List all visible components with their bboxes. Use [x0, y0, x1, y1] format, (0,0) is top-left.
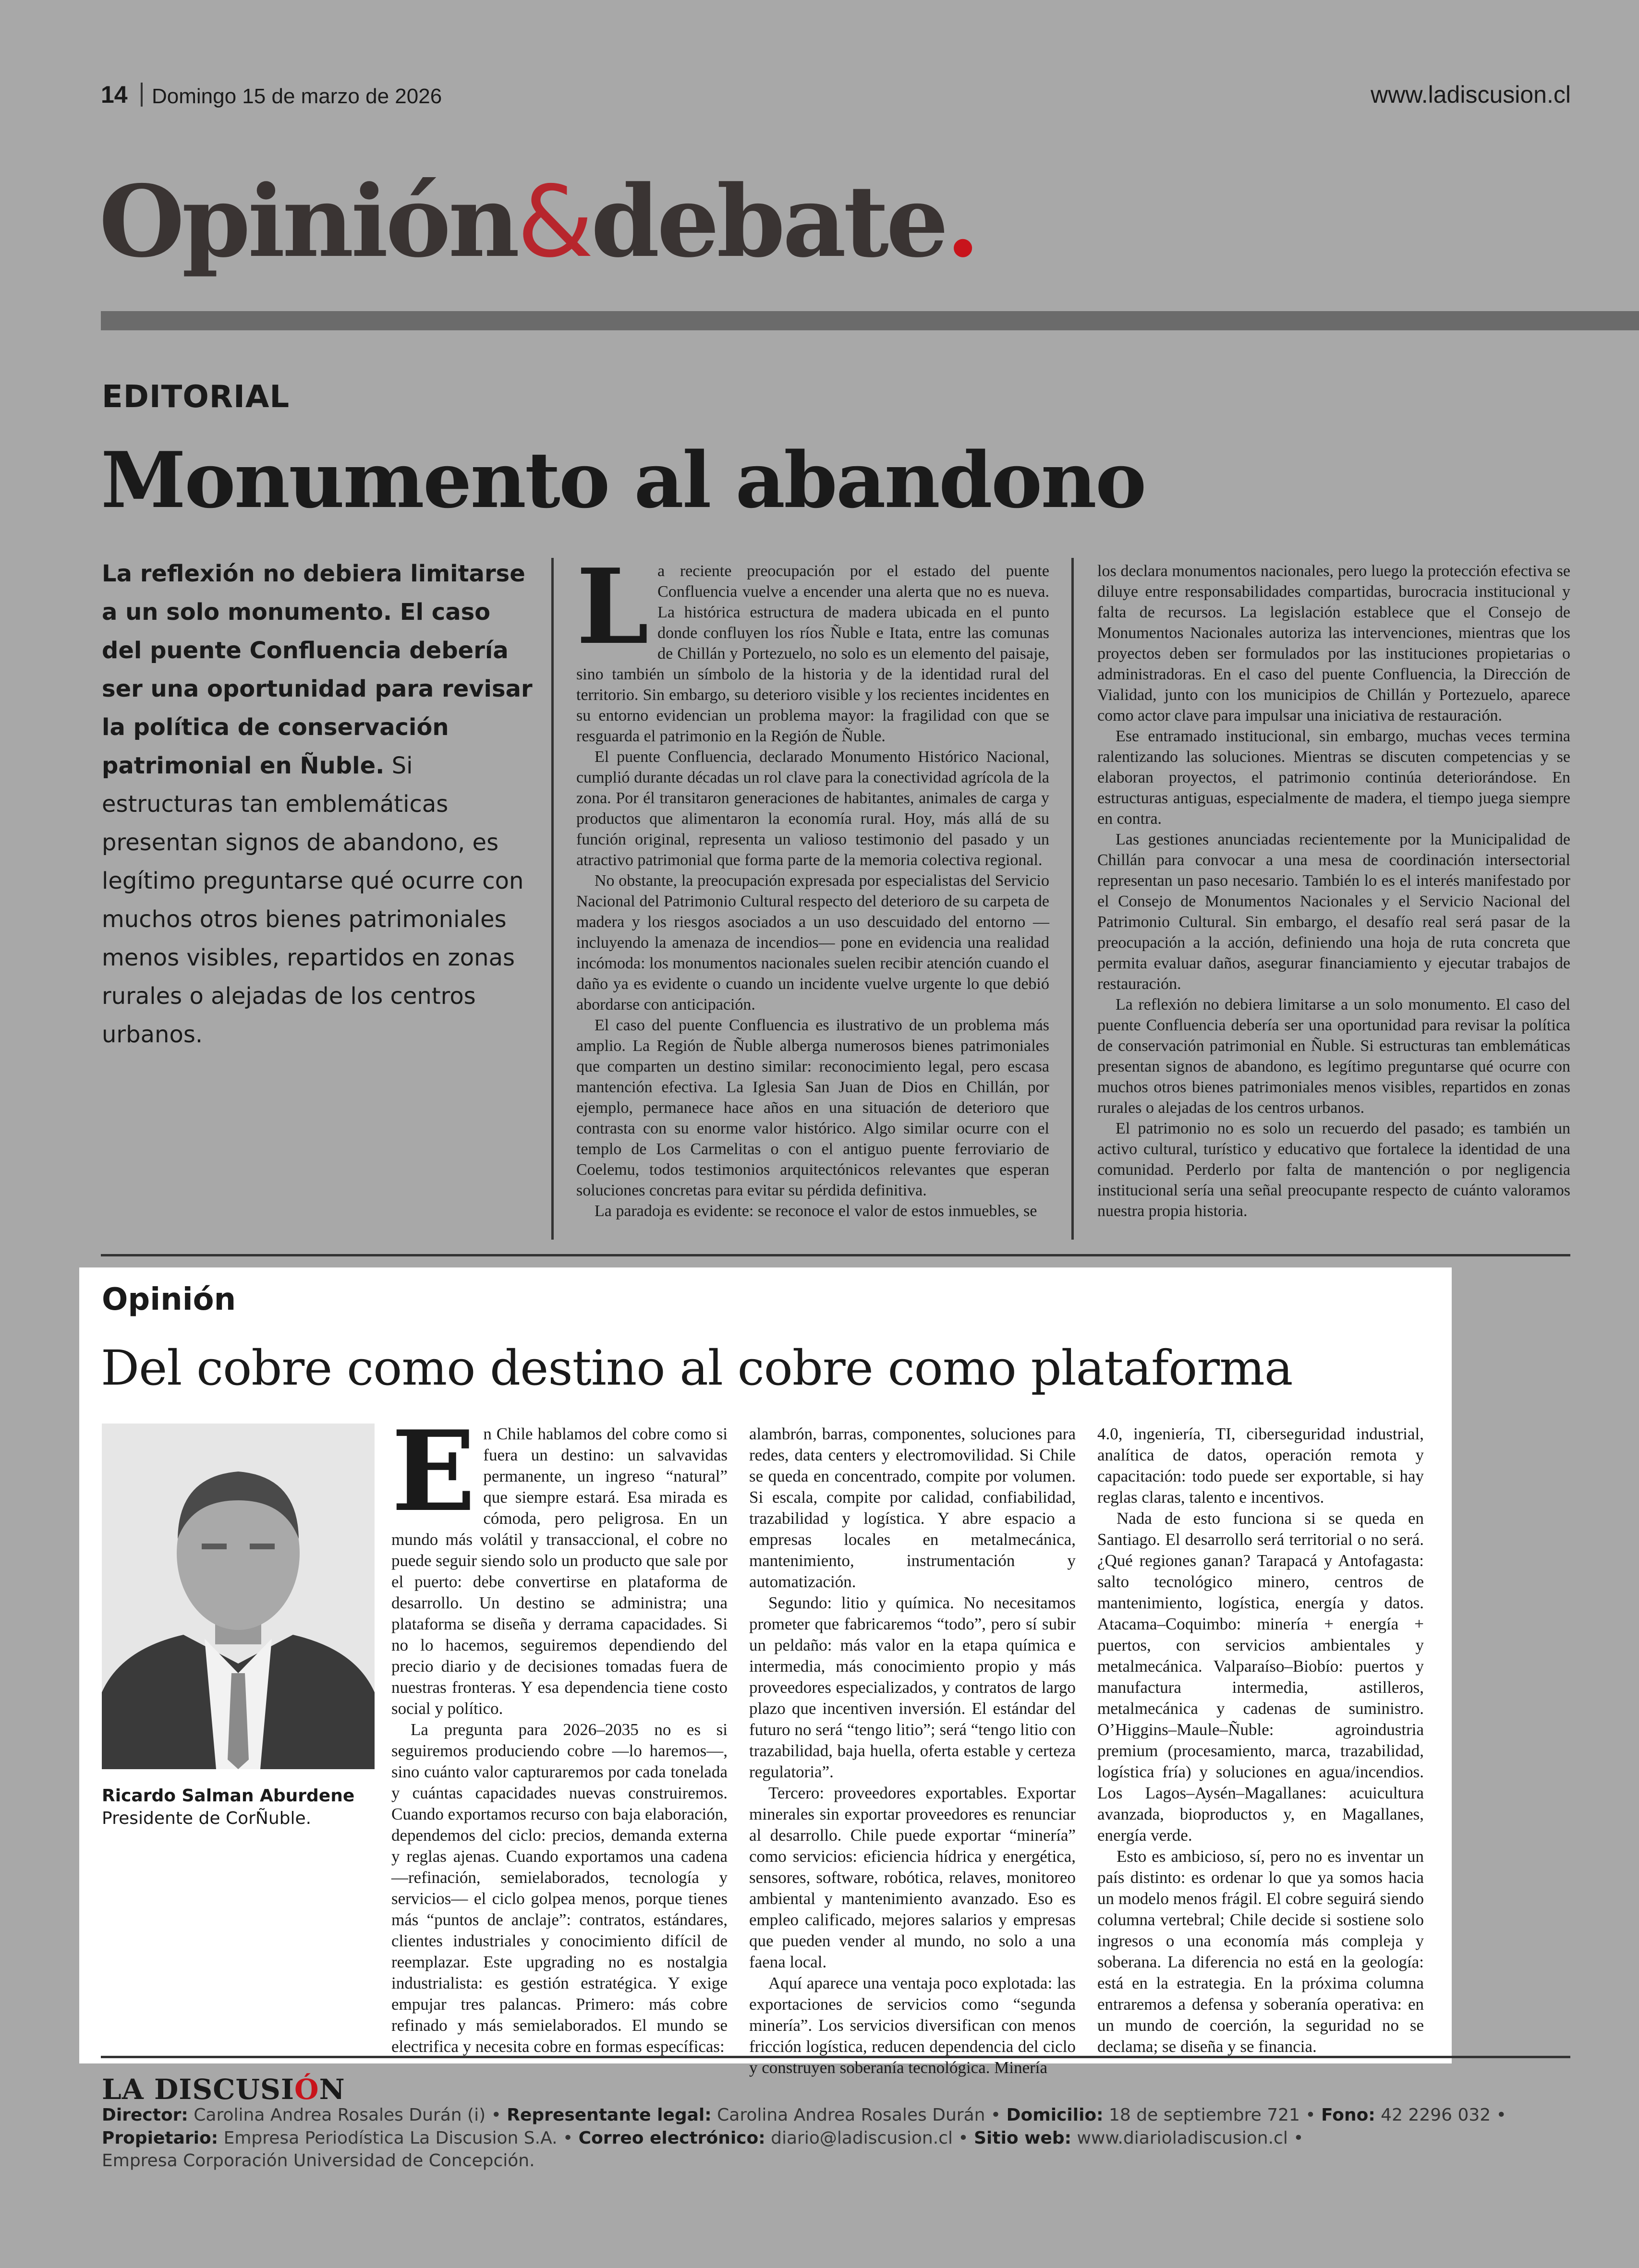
- section-rule: [101, 1254, 1570, 1256]
- opinion-column-2: [749, 1424, 1076, 2077]
- opinion-dropcap: E: [391, 1407, 476, 1536]
- section-masthead: [99, 164, 977, 279]
- opinion-paragraph: Segundo: litio y química. No necesitamos prometer que fabricaremos “todo”, pero sí subir un peldaño: más valor en la etapa química e intermedia, más conocimiento propio y más proveedores especializados, y contratos de largo plazo que incentiven inversión. El estándar del futuro no será “tengo litio”; será “tengo litio con trazabilidad, baja huella, oferta estable y certeza regulatoria”.: [749, 1593, 1076, 1781]
- author-role: Presidente de CorÑuble.: [102, 1809, 312, 1828]
- footer-email-link[interactable]: diario@ladiscusion.cl •: [771, 2128, 969, 2148]
- editorial-lead-bold: La reflexión no debiera limitarse a un solo monumento. El caso del puente Confluencia debería ser una oportunidad para revisar la política de conservación patrimonial en Ñuble.: [102, 560, 533, 779]
- issue-date: Domingo 15 de marzo de 2026: [152, 84, 442, 108]
- editorial-column-1: [576, 546, 1049, 1243]
- masthead-debate: debate: [591, 164, 946, 279]
- editorial-paragraph: Las gestiones anunciadas recientemente por la Municipalidad de Chillán para convocar a una mesa de coordinación intersectorial representan un paso necesario. También lo es el interés manifestado por el Consejo de Monumentos Nacionales y el Servicio Nacional del Patrimonio Cultural. Sin embargo, el desafío real será pasar de la preocupación a la acción, definiendo una hoja de ruta concreta que permita evaluar daños, asegurar financiamiento y ejecutar trabajos de restauración.: [1097, 831, 1570, 993]
- editorial-lead-rest: Si estructuras tan emblemáticas presentan signos de abandono, es legítimo preguntarse qué ocurre con muchos otros bienes patrimoniales menos visibles, repartidos en zonas rurales o alejadas de los centros urbanos.: [102, 752, 524, 1048]
- editorial-paragraph: El caso del puente Confluencia es ilustrativo de un problema más amplio. La Región de Ñuble alberga numerosos bienes patrimoniales que comparten un destino similar: reconocimiento legal, pero escasa mantención efectiva. La Iglesia San Juan de Dios en Chillán, por ejemplo, permanece hace años en una situación de deterioro que contrasta con su enorme valor histórico. Algo similar ocurre con el templo de Los Carmelitas o con el antiguo puente ferroviario de Coelemu, todos testimonios arquitectónicos relevantes que esperan soluciones concretas para evitar su pérdida definitiva.: [576, 1016, 1049, 1199]
- editorial-kicker: EDITORIAL: [102, 379, 290, 415]
- masthead-ampersand: &: [517, 165, 591, 279]
- footer-contact-line: Propietario: Empresa Periodística La Discusion S.A. • Correo electrónico: diario@ladiscusion.cl • Sitio web: www.diarioladiscusion.cl •: [102, 2128, 1304, 2148]
- author-photo: [102, 1424, 375, 1769]
- newspaper-brand: LA DISCUSIÓN: [102, 2073, 345, 2106]
- opinion-paragraph: Aquí aparece una ventaja poco explotada: las exportaciones de servicios como “segunda minería”. Los servicios diversifican con menos fricción logística, reducen dependencia del ciclo y construyen soberanía tecnológica. Minería: [749, 1974, 1076, 2077]
- website-link[interactable]: www.ladiscusion.cl: [1371, 81, 1571, 108]
- editorial-paragraph: La reflexión no debiera limitarse a un solo monumento. El caso del puente Confluencia debería ser una oportunidad para revisar la política de conservación patrimonial en Ñuble. Si estructuras tan emblemáticas presentan signos de abandono, es legítimo preguntarse qué ocurre con muchos otros bienes patrimoniales menos visibles, repartidos en zonas rurales o alejadas de los centros urbanos.: [1097, 996, 1570, 1117]
- opinion-column-3: [1097, 1424, 1424, 2056]
- editorial-headline: Monumento al abandono: [101, 435, 1145, 525]
- opinion-paragraph: Esto es ambicioso, sí, pero no es inventar un país distinto: es ordenar lo que ya somos hacia un modelo menos frágil. El cobre seguirá siendo columna vertebral; Chile decide si sostiene solo ingresos o una economía más compleja y soberana. La diferencia no está en la geología: está en la estrategia. En la próxima columna entraremos a defensa y soberanía operativa: en un mundo de coerción, la seguridad no se declama; se diseña y se financia.: [1097, 1847, 1424, 2056]
- editorial-paragraph: El puente Confluencia, declarado Monumento Histórico Nacional, cumplió durante décadas un rol clave para la conectividad agrícola de la zona. Por él transitaron generaciones de habitantes, animales de carga y productos que alimentaron la economía rural. Hoy, más allá de su función original, representa un valioso testimonio del pasado y un atractivo patrimonial que forma parte de la memoria colectiva regional.: [576, 748, 1049, 869]
- opinion-paragraph: 4.0, ingeniería, TI, ciberseguridad industrial, analítica de datos, operación remota y capacitación: todo puede ser exportable, si hay reglas claras, talento e incentivos.: [1097, 1424, 1424, 1507]
- opinion-paragraph: Nada de esto funciona si se queda en Santiago. El desarrollo será territorial o no será. ¿Qué regiones ganan? Tarapacá y Antofagasta: salto tecnológico minero, centros de mantenimiento, logística, energía y datos. Atacama–Coquimbo: minería + energía + puertos, con servicios ambientales y metalmecánica. Valparaíso–Biobío: puertos y manufactura intermedia, astilleros, metalmecánica y cadenas de suministro. O’Higgins–Maule–Ñuble: agroindustria premium (procesamiento, marca, trazabilidad, logística fría) y soluciones en agua/incendios. Los Lagos–Aysén–Magallanes: acuicultura avanzada, bioproductos y, en Magallanes, energía verde.: [1097, 1509, 1424, 1845]
- opinion-paragraph: alambrón, barras, componentes, soluciones para redes, data centers y electromovilidad. Si Chile se queda en concentrado, compite por volumen. Si escala, compite por calidad, confiabilidad, trazabilidad y logística. Y abre espacio a empresas locales en metalmecánica, mantenimiento, instrumentación y automatización.: [749, 1424, 1076, 1591]
- opinion-headline: Del cobre como destino al cobre como plataforma: [101, 1340, 1293, 1396]
- opinion-paragraph: La pregunta para 2026–2035 no es si seguiremos produciendo cobre —lo haremos—, sino cuánto valor capturaremos por cada tonelada y cuántas capacidades nuevas construiremos. Cuando exportamos recurso con baja elaboración, dependemos del ciclo: precios, demanda externa y reglas ajenas. Cuando exportamos una cadena —refinación, semielaborados, tecnología y servicios— el ciclo golpea menos, porque tienes más “puntos de anclaje”: contratos, estándares, clientes industriales y conocimiento difícil de reemplazar. Este upgrading no es nostalgia industrialista: es gestión estratégica. Y exige empujar tres palancas. Primero: más cobre refinado y más semielaborados. El mundo se electrifica y necesita cobre en formas específicas:: [391, 1720, 728, 2056]
- opinion-paragraph: Tercero: proveedores exportables. Exportar minerales sin exportar proveedores es renunciar al desarrollo. Chile puede exportar “minería” como servicios: eficiencia hídrica y energética, sensores, software, robótica, relaves, monitoreo ambiental y mantenimiento avanzado. Eso es empleo calificado, mejores salarios y empresas que pueden vender al mundo, no solo a una faena local.: [749, 1784, 1076, 1971]
- column-rule: [551, 558, 554, 1240]
- footer-site-link[interactable]: www.diarioladiscusion.cl •: [1077, 2128, 1304, 2148]
- footer-rule: [101, 2056, 1570, 2058]
- editorial-paragraph: El patrimonio no es solo un recuerdo del pasado; es también un activo cultural, turístico y educativo que fortalece la identidad de una comunidad. Perderlo por falta de mantención o por negligencia institucional sería una señal preocupante respecto de cuánto valoramos nuestra propia historia.: [1097, 1120, 1570, 1220]
- editorial-paragraph: La paradoja es evidente: se reconoce el valor de estos inmuebles, se: [595, 1202, 1037, 1220]
- page-number: 14: [101, 81, 128, 108]
- editorial-column-2: [1097, 561, 1570, 1243]
- editorial-paragraph: La reciente preocupación por el estado del puente Confluencia vuelve a encender una alerta que no es nueva. La histórica estructura de madera ubicada en el punto donde confluyen los ríos Ñuble e Itata, entre las comunas de Chillán y Portezuelo, no solo es un elemento del paisaje, sino también un símbolo de la historia y de la identidad rural del territorio. Sin embargo, su deterioro visible y los recientes incidentes en su entorno evidencian un problema mayor: la fragilidad con que se resguarda el patrimonio en la Región de Ñuble.: [576, 546, 1049, 745]
- header-separator: [141, 83, 143, 107]
- masthead-opinion: Opinión: [99, 164, 517, 279]
- editorial-paragraph: los declara monumentos nacionales, pero luego la protección efectiva se diluye entre responsabilidades compartidas, burocracia institucional y falta de recursos. La legislación establece que el Consejo de Monumentos Nacionales autoriza las intervenciones, mientras que los proyectos deben ser formulados por las instituciones propietarias o administradoras. En el caso del puente Confluencia, la Dirección de Vialidad, junto con los municipios de Chillán y Portezuelo, aparece como actor clave para impulsar una iniciativa de restauración.: [1097, 562, 1570, 724]
- section-divider: [101, 311, 1639, 330]
- opinion-paragraph: En Chile hablamos del cobre como si fuera un destino: un salvavidas permanente, un ingreso “natural” que siempre estará. Esa mirada es cómoda, pero peligrosa. En un mundo más volátil y transaccional, el cobre no puede seguir siendo solo un producto que sale por el puerto: debe convertirse en plataforma de desarrollo. Un destino se administra; una plataforma se diseña y derrama capacidades. Si no lo hacemos, seguiremos dependiendo del precio diario y de decisiones tomadas fuera de nuestras fronteras. Y esa dependencia tiene costo social y político.: [391, 1407, 728, 1718]
- editorial-lead: [102, 555, 534, 1054]
- footer-credits-line: Director: Carolina Andrea Rosales Durán (i) • Representante legal: Carolina Andrea Rosales Durán • Domicilio: 18 de septiembre 721 • Fono: 42 2296 032 •: [102, 2105, 1506, 2125]
- opinion-column-1: [391, 1407, 728, 2056]
- author-name: Ricardo Salman Aburdene: [102, 1786, 355, 1806]
- masthead-dot: .: [946, 164, 977, 279]
- editorial-dropcap: L: [576, 546, 649, 667]
- column-rule: [1071, 558, 1074, 1240]
- editorial-paragraph: Ese entramado institucional, sin embargo, muchas veces termina ralentizando las soluciones. Mientras se discuten competencias y se elaboran proyectos, el patrimonio continúa deteriorándose. En estructuras antiguas, especialmente de madera, el tiempo juega siempre en contra.: [1097, 727, 1570, 828]
- footer-owner-line: Empresa Corporación Universidad de Concepción.: [102, 2151, 535, 2171]
- author-portrait-icon: [102, 1424, 375, 1769]
- opinion-kicker: Opinión: [102, 1282, 236, 1317]
- editorial-paragraph: No obstante, la preocupación expresada por especialistas del Servicio Nacional del Patrimonio Cultural respecto del deterioro de su carpeta de madera y los riesgos asociados a un uso descuidado del entorno —incluyendo la amenaza de incendios— pone en evidencia una realidad incómoda: los monumentos nacionales suelen recibir atención cuando el daño ya es evidente o cuando un incidente vuelve urgente lo que debió abordarse con anticipación.: [576, 872, 1049, 1013]
